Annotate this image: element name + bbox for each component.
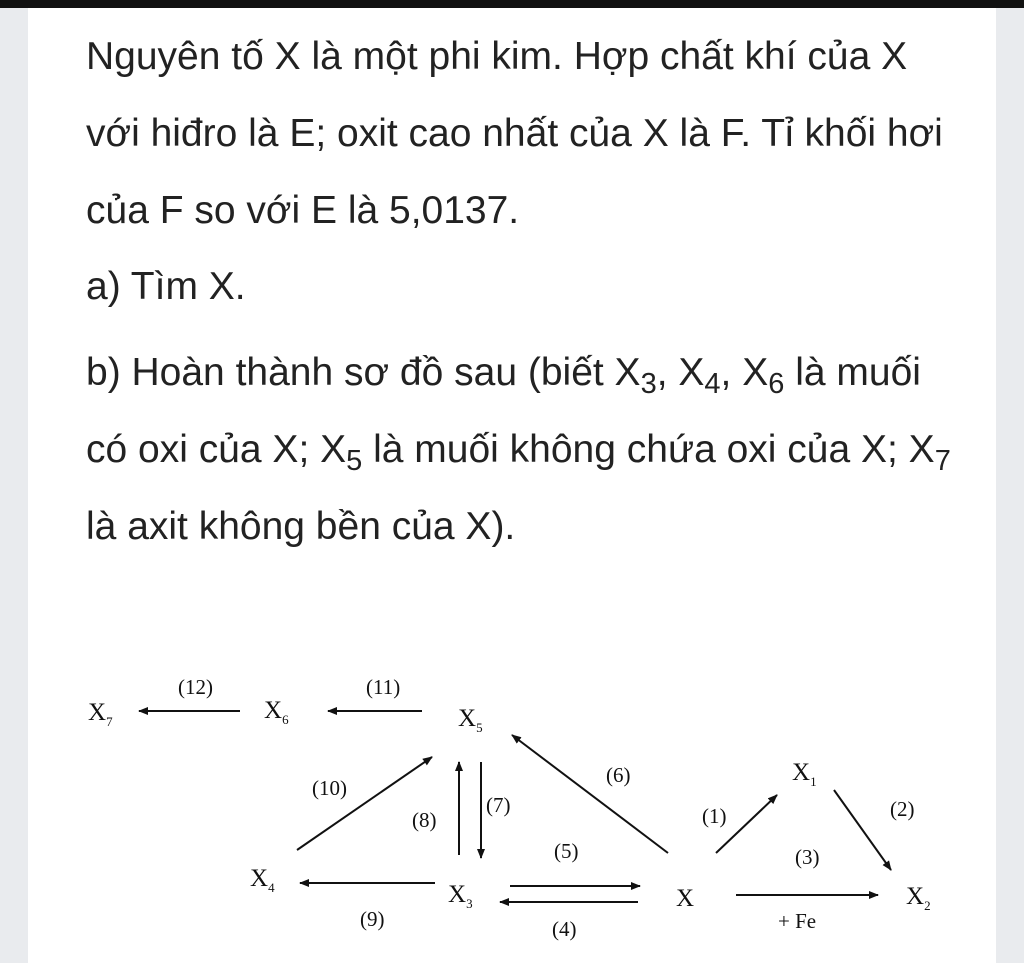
node-x2: $X_2$ bbox=[906, 883, 931, 913]
label-6: (6) bbox=[606, 763, 631, 787]
part-a: a) Tìm X. bbox=[86, 265, 246, 308]
label-8: (8) bbox=[412, 808, 437, 832]
node-x3: $X_3$ bbox=[448, 881, 473, 911]
label-10: (10) bbox=[312, 776, 347, 800]
label-9: (9) bbox=[360, 907, 385, 931]
node-x4: $X_4$ bbox=[250, 865, 275, 895]
reaction-scheme bbox=[60, 650, 960, 950]
arrow-2 bbox=[834, 790, 891, 870]
label-11: (11) bbox=[366, 675, 401, 699]
arrow-6 bbox=[512, 735, 668, 853]
label-4: (4) bbox=[552, 917, 577, 941]
label-12: (12) bbox=[178, 675, 213, 699]
node-x7: $X_7$ bbox=[88, 699, 113, 729]
label-fe: + Fe bbox=[778, 909, 817, 933]
top-bar bbox=[0, 0, 1024, 8]
problem-intro: Nguyên tố X là một phi kim. Hợp chất khí của X với hiđro là E; oxit cao nhất của X là F. Tỉ khối hơi của F so với E là 5,0137. bbox=[86, 35, 943, 232]
part-b: b) Hoàn thành sơ đồ sau (biết $X_3$, $X_4$, $X_6$ là muối có oxi của X; $X_5$ là muối không chứa oxi của X; $X_7$ là axit không bền của X). bbox=[86, 351, 951, 548]
node-x: X bbox=[676, 885, 695, 912]
node-x1: $X_1$ bbox=[792, 759, 817, 789]
label-1: (1) bbox=[702, 804, 727, 828]
label-7: (7) bbox=[486, 793, 511, 817]
label-5: (5) bbox=[554, 839, 579, 863]
arrow-10 bbox=[297, 757, 432, 850]
node-x5: $X_5$ bbox=[458, 705, 483, 735]
label-3: (3) bbox=[795, 845, 820, 869]
label-2: (2) bbox=[890, 797, 915, 821]
node-x6: $X_6$ bbox=[264, 697, 289, 727]
